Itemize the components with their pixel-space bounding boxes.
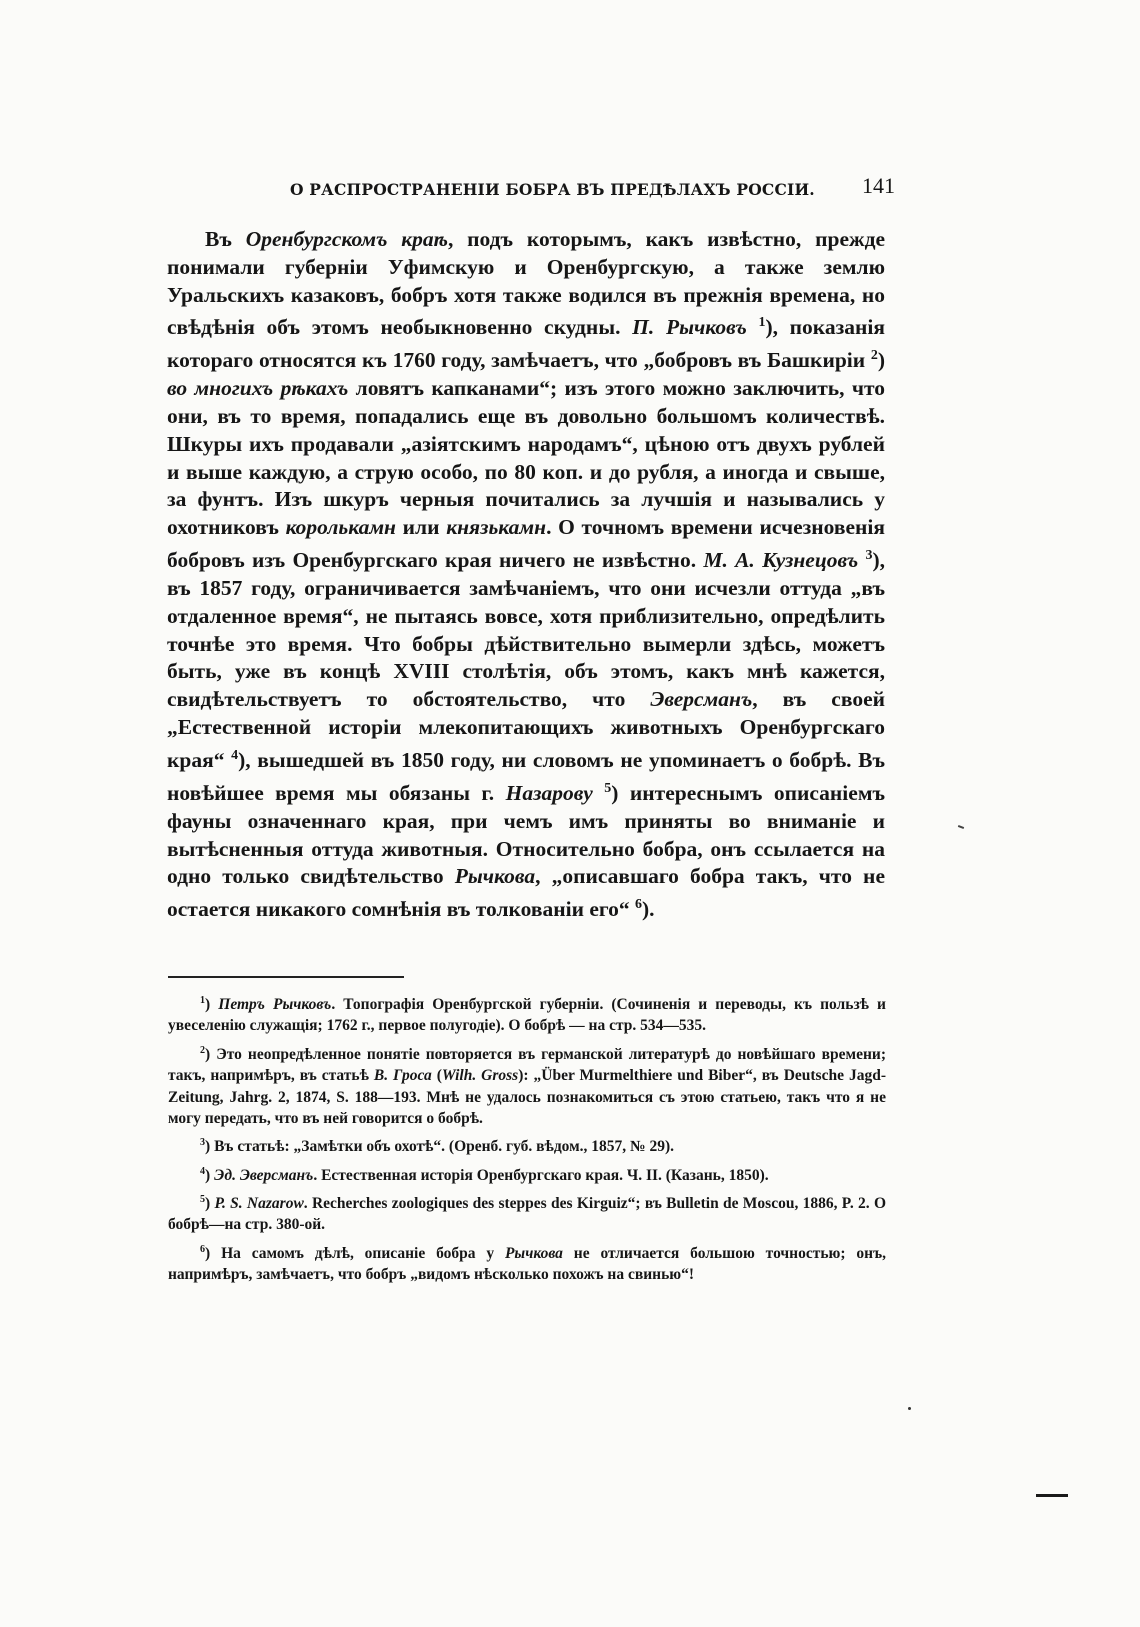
scan-speck bbox=[958, 825, 964, 829]
footnote-text: ): „Über Murmelthiere und Biber“, въ Deutsche Jagd-Zeitung, Jahrg. 2, 1874, S. 188—193. Мнѣ не удалось познакомиться съ этою статьею, такъ что я не могу передать, что въ ней говорится о бобрѣ. bbox=[168, 1067, 886, 1127]
italic-author: В. Гроса bbox=[373, 1067, 432, 1085]
italic-author: Эверсманъ bbox=[650, 687, 753, 712]
footnote-6: $^6$) На самомъ дѣлѣ, описаніе бобра у Рычкова не отличается большою точностью; онъ, напримѣръ, замѣчаетъ, что бобръ „видомъ нѣсколько похожъ на свинью“! bbox=[168, 1243, 886, 1284]
text-run: , „описавшаго бобра такъ, что не остается никакого сомнѣнія въ толкованіи его“ bbox=[167, 864, 885, 922]
footnotes bbox=[168, 990, 886, 1289]
italic-author: Назарову bbox=[505, 780, 593, 805]
footnote-text: Въ статьѣ: „Замѣтки объ охотѣ“. (Оренб. губ. вѣдом., 1857, № 29). bbox=[214, 1138, 675, 1156]
body-paragraph: Въ Оренбургскомъ краѣ, подъ которымъ, какъ извѣстно, прежде понимали губерніи Уфимскую и Оренбургскую, а также землю Уральскихъ казаковъ, бобръ хотя также водился въ прежнія времена, но свѣдѣнія объ этомъ необыкновенно скудны. П. Рычковъ $^1$), показанія котораго относятся къ 1760 году, замѣчаетъ, что „бобровъ въ Башкиріи $^2$) во многихъ рѣкахъ ловятъ капканами“; изъ этого можно заключить, что они, въ то время, попадались еще въ довольно большомъ количествѣ. Шкуры ихъ продавали „азіятскимъ народамъ“, цѣною отъ двухъ рублей и выше каждую, а струю особо, по 80 коп. и до рубля, а иногда и свыше, за фунтъ. Изъ шкуръ черныя почитались за лучшія и назывались у охотниковъ королькамн или князькамн. О точномъ времени исчезновенія бобровъ изъ Оренбургскаго края ничего не извѣстно. М. А. Кузнецовъ $^3$), въ 1857 году, ограничивается замѣчаніемъ, что они исчезли оттуда „въ отдаленное время“, не пытаясь вовсе, хотя приблизительно, опредѣлить точнѣе это время. Что бобры дѣйствительно вымерли здѣсь, можетъ быть, уже въ концѣ XVIII столѣтія, объ этомъ, какъ мнѣ кажется, свидѣтельствуетъ то обстоятельство, что Эверсманъ, въ своей „Естественной исторіи млекопитающихъ животныхъ Оренбургскаго края“ $^4$), вышедшей въ 1850 году, ни словомъ не упоминаетъ о бобрѣ. Въ новѣйшее время мы обязаны г. Назарову $^5$) интереснымъ описаніемъ фауны означеннаго края, при чемъ имъ приняты во вниманіе и вытѣсненныя оттуда животныя. Относительно бобра, онъ ссылается на одно только свидѣтельство Рычкова, „описавшаго бобра такъ, что не остается никакого сомнѣнія въ толкованіи его“ $^6$). bbox=[167, 227, 886, 922]
footnote-text: На самомъ дѣлѣ, описаніе бобра у bbox=[221, 1244, 505, 1262]
italic-author: М. А. Кузнецовъ bbox=[703, 548, 859, 573]
footnote-number: 4 bbox=[200, 1165, 206, 1177]
italic-author: Рычкова bbox=[454, 864, 536, 889]
footnote-text: не отличается большою точностью; онъ, напримѣръ, замѣчаетъ, что бобръ „видомъ нѣсколько похожъ на свинью“! bbox=[168, 1244, 886, 1284]
text-run: , въ своей „Естественной исторіи млекопитающихъ животныхъ Оренбургскаго края“ bbox=[167, 687, 885, 772]
footnote-text: . Естественная исторія Оренбургскаго края. Ч. II. (Казань, 1850). bbox=[313, 1166, 769, 1184]
italic-author: P. S. Nazarow bbox=[214, 1195, 304, 1213]
footnote-ref-1[interactable]: 1 bbox=[758, 315, 766, 331]
footnote-number: 6 bbox=[200, 1243, 206, 1255]
italic-author: Рычкова bbox=[504, 1244, 563, 1262]
italic-term: Оренбургскомъ краѣ bbox=[245, 227, 448, 251]
text-run: или bbox=[396, 515, 447, 540]
footnote-text: . Топографія Оренбургской губерніи. (Сочиненія и переводы, къ пользѣ и увеселенію служащія; 1762 г., первое полугодіе). О бобрѣ — на стр. 534—535. bbox=[168, 996, 886, 1035]
italic-author: Wilh. Gross bbox=[441, 1067, 519, 1085]
footnote-text: Это неопредѣленное понятіе повторяется въ германской литературѣ до новѣйшаго времени; такъ, напримѣръ, въ статьѣ bbox=[168, 1045, 886, 1085]
running-head: О РАСПРОСТРАНЕНІИ БОБРА ВЪ ПРЕДѢЛАХЪ РОССІИ. bbox=[290, 180, 815, 199]
footnote-ref-6[interactable]: 6 bbox=[635, 897, 642, 913]
italic-term: во многихъ рѣкахъ bbox=[167, 376, 349, 401]
scan-speck bbox=[908, 1407, 911, 1410]
footnote-number: 5 bbox=[200, 1194, 206, 1205]
footnote-2: $^2$) Это неопредѣленное понятіе повторяется въ германской литературѣ до новѣйшаго времени; такъ, напримѣръ, въ статьѣ В. Гроса (Wilh. Gross): „Über Murmelthiere und Biber“, въ Deutsche Jagd-Zeitung, Jahrg. 2, 1874, S. 188—193. Мнѣ не удалось познакомиться съ этою статьею, такъ что я не могу передать, что въ ней говорится о бобрѣ. bbox=[168, 1044, 886, 1127]
text-run: ловятъ капканами“; изъ этого можно заключить, что они, въ то время, попадались еще въ довольно большомъ количествѣ. Шкуры ихъ продавали „азіятскимъ народамъ“, цѣною отъ двухъ рублей и выше каждую, а струю особо, по 80 коп. и до рубля, а иногда и свыше, за фунтъ. Изъ шкуръ черныя почитались за лучшія и назывались у охотниковъ bbox=[167, 376, 885, 540]
italic-author: Эд. Эверсманъ bbox=[214, 1166, 314, 1184]
text-run: ), вышедшей въ 1850 году, ни словомъ не упоминаетъ о бобрѣ. Въ новѣйшее время мы обязаны г. bbox=[167, 747, 885, 805]
text-run: Въ bbox=[205, 227, 246, 251]
footnote-divider bbox=[168, 976, 404, 978]
footnote-number: 2 bbox=[200, 1044, 206, 1056]
footnote-ref-3[interactable]: 3 bbox=[865, 548, 873, 564]
footnote-4: $^4$) Эд. Эверсманъ. Естественная исторія Оренбургскаго края. Ч. II. (Казань, 1850). bbox=[200, 1165, 769, 1184]
scan-edge-mark bbox=[1036, 1494, 1068, 1497]
italic-author: П. Рычковъ bbox=[632, 315, 747, 340]
text-run: , подъ которымъ, какъ извѣстно, прежде понимали губерніи Уфимскую и Оренбургскую, а также землю Уральскихъ казаковъ, бобръ хотя также водился въ прежнія времена, но свѣдѣнія объ этомъ необыкновенно скудны. bbox=[167, 227, 885, 340]
italic-term: королькамн bbox=[285, 515, 396, 540]
footnote-text: . Recherches zoologiques des steppes des Kirguiz“; въ Bulletin de Moscou, 1886, P. 2. О бобрѣ—на стр. 380-ой. bbox=[168, 1195, 886, 1234]
text-run: ). bbox=[642, 897, 655, 922]
text-run: . О точномъ времени исчезновенія бобровъ изъ Оренбургскаго края ничего не извѣстно. bbox=[167, 515, 886, 573]
footnote-1: $^1$) Петръ Рычковъ. Топографія Оренбургской губерніи. (Сочиненія и переводы, къ пользѣ и увеселенію служащія; 1762 г., первое полугодіе). О бобрѣ — на стр. 534—535. bbox=[168, 995, 886, 1035]
footnote-ref-4[interactable]: 4 bbox=[231, 747, 239, 763]
italic-term: князькамн bbox=[446, 515, 547, 540]
text-run: ), показанія котораго относятся къ 1760 году, замѣчаетъ, что „бобровъ въ Башкиріи bbox=[167, 315, 886, 373]
footnote-text: ( bbox=[431, 1067, 442, 1085]
page-number: 141 bbox=[862, 173, 895, 198]
footnote-ref-5[interactable]: 5 bbox=[604, 780, 612, 796]
footnote-number: 1 bbox=[200, 995, 206, 1006]
footnote-3: $^3$) Въ статьѣ: „Замѣтки объ охотѣ“. (Оренб. губ. вѣдом., 1857, № 29). bbox=[200, 1137, 675, 1156]
footnote-ref-2[interactable]: 2 bbox=[870, 348, 878, 364]
text-run: интереснымъ описаніемъ фауны означеннаго края, при чемъ имъ приняты во вниманіе и вытѣсненныя оттуда животныя. Относительно бобра, онъ ссылается на одно только свидѣтельство bbox=[167, 780, 886, 889]
footnote-number: 3 bbox=[200, 1137, 206, 1149]
italic-author: Петръ Рычковъ bbox=[218, 996, 332, 1014]
footnote-5: $^5$) P. S. Nazarow. Recherches zoologiques des steppes des Kirguiz“; въ Bulletin de Moscou, 1886, P. 2. О бобрѣ—на стр. 380-ой. bbox=[168, 1194, 886, 1234]
text-run: ), въ 1857 году, ограничивается замѣчаніемъ, что они исчезли оттуда „въ отдаленное время“, не пытаясь вовсе, хотя приблизительно, опредѣлить точнѣе это время. Что бобры дѣйствительно вымерли здѣсь, можетъ быть, уже въ концѣ XVIII столѣтія, объ этомъ, какъ мнѣ кажется, свидѣтельствуетъ то обстоятельство, что bbox=[167, 548, 886, 712]
